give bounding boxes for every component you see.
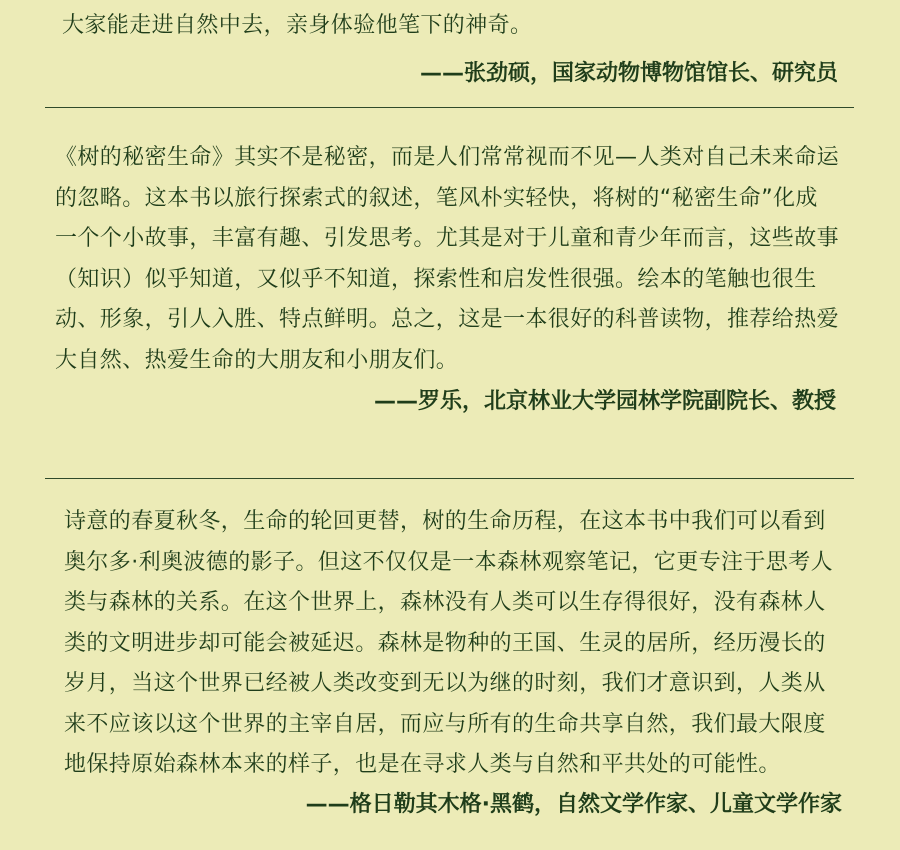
review-attribution-1: ——张劲硕，国家动物博物馆馆长、研究员 bbox=[419, 60, 838, 86]
review-attribution-3: ——格日勒其木格·黑鹤，自然文学作家、儿童文学作家 bbox=[305, 791, 842, 817]
divider-2 bbox=[45, 478, 854, 479]
review-attribution-2: ——罗乐，北京林业大学园林学院副院长、教授 bbox=[373, 389, 836, 414]
divider-1 bbox=[45, 107, 854, 108]
review-text-2: 《树的秘密生命》其实不是秘密，而是人们常常视而不见—人类对自己未来命运的忽略。这本书以旅行探索式的叙述，笔风朴实轻快，将树的“秘密生命”化成一个个小故事，丰富有趣、引发思考。尤其是对于儿童和青少年而言，这些故事（知识）似乎知道，又似乎不知道，探索性和启发性很强。绘本的笔触也很生动、形象，引人入胜、特点鲜明。总之，这是一本很好的科普读物，推荐给热爱大自然、热爱生命的大朋友和小朋友们。 bbox=[55, 145, 840, 373]
review-text-1: 大家能走进自然中去，亲身体验他笔下的神奇。 bbox=[62, 13, 533, 38]
review-section-3 bbox=[0, 502, 900, 822]
review-section-1 bbox=[0, 6, 900, 91]
review-text-3: 诗意的春夏秋冬，生命的轮回更替，树的生命历程，在这本书中我们可以看到奥尔多·利奥波德的影子。但这不仅仅是一本森林观察笔记，它更专注于思考人类与森林的关系。在这个世界上，森林没有人类可以生存得很好，没有森林人类的文明进步却可能会被延迟。森林是物种的王国、生灵的居所，经历漫长的岁月，当这个世界已经被人类改变到无以为继的时刻，我们才意识到，人类从来不应该以这个世界的主宰自居，而应与所有的生命共享自然，我们最大限度地保持原始森林本来的样子，也是在寻求人类与自然和平共处的可能性。 bbox=[64, 509, 833, 777]
review-section-2 bbox=[0, 138, 900, 419]
